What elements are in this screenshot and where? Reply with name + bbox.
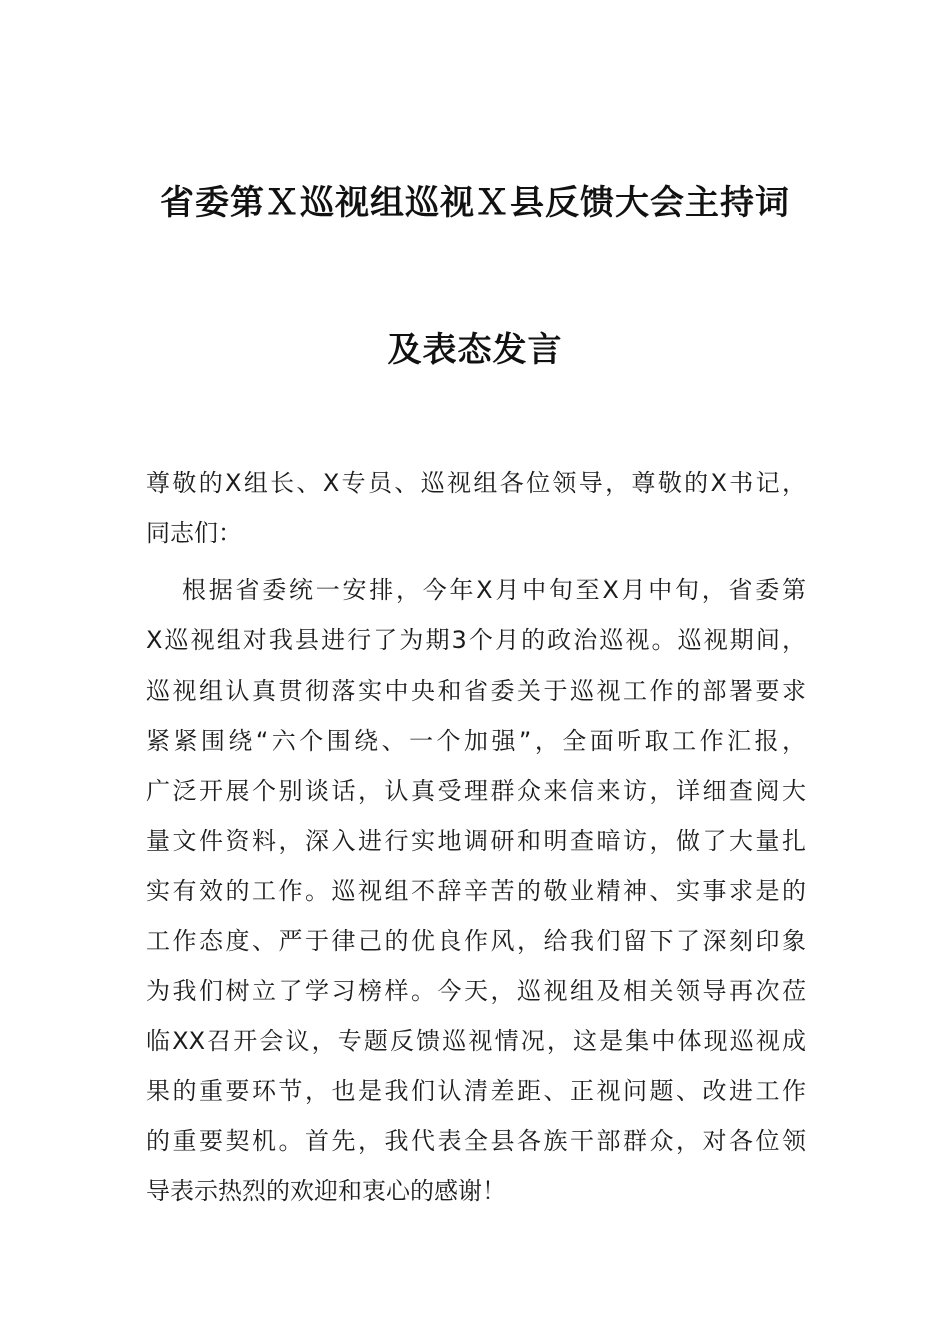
body-line-4: 紧紧围绕“六个围绕、一个加强”，全面听取工作汇报， <box>146 727 806 755</box>
body-line-8: 工作态度、严于律己的优良作风，给我们留下了深刻印象 <box>146 927 806 955</box>
body-line-2: X巡视组对我县进行了为期3个月的政治巡视。巡视期间， <box>146 626 806 654</box>
body-line-5: 广泛开展个别谈话，认真受理群众来信来访，详细查阅大 <box>146 777 806 805</box>
salutation-line-1: 尊敬的X组长、X专员、巡视组各位领导，尊敬的X书记， <box>146 469 806 497</box>
document-title-line-1: 省委第Ｘ巡视组巡视Ｘ县反馈大会主持词 <box>160 183 790 223</box>
salutation-line-2: 同志们： <box>146 519 242 547</box>
body-line-3: 巡视组认真贯彻落实中央和省委关于巡视工作的部署要求 <box>146 677 806 705</box>
body-line-10: 临XX召开会议，专题反馈巡视情况，这是集中体现巡视成 <box>146 1027 806 1055</box>
body-line-1: 根据省委统一安排，今年X月中旬至X月中旬，省委第 <box>182 576 806 604</box>
body-line-13: 导表示热烈的欢迎和衷心的感谢！ <box>146 1177 506 1205</box>
body-line-7: 实有效的工作。巡视组不辞辛苦的敬业精神、实事求是的 <box>146 877 806 905</box>
body-line-6: 量文件资料，深入进行实地调研和明查暗访，做了大量扎 <box>146 827 806 855</box>
body-line-9: 为我们树立了学习榜样。今天，巡视组及相关领导再次莅 <box>146 977 806 1005</box>
document-title-line-2: 及表态发言 <box>387 330 563 370</box>
body-line-12: 的重要契机。首先，我代表全县各族干部群众，对各位领 <box>146 1127 806 1155</box>
body-line-11: 果的重要环节，也是我们认清差距、正视问题、改进工作 <box>146 1077 806 1105</box>
